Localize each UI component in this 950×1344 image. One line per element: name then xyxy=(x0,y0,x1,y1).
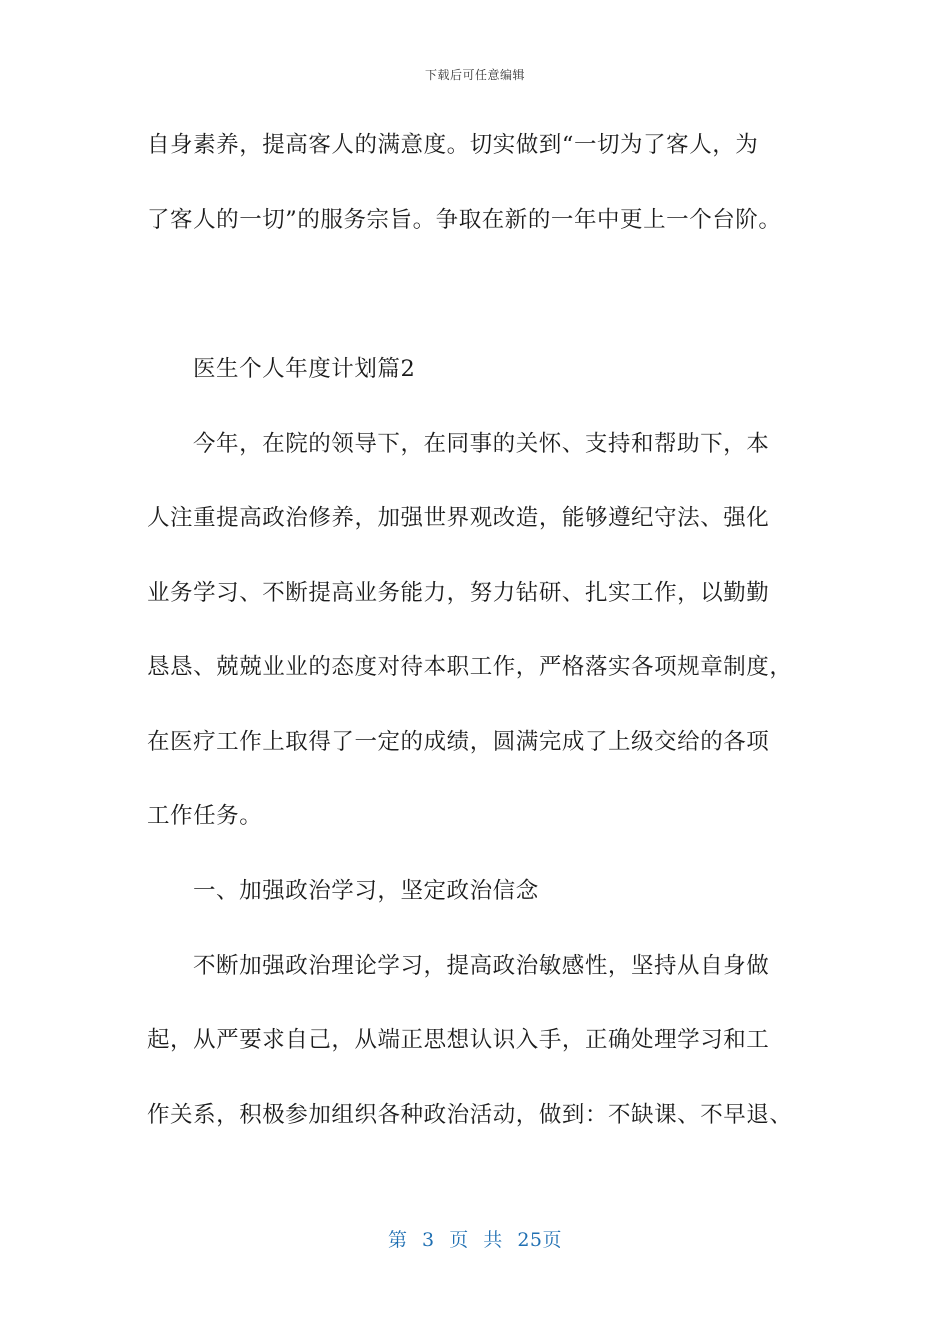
body-line-5: 业务学习、不断提高业务能力，努力钻研、扎实工作，以勤勤 xyxy=(147,580,770,606)
body-line-10: 起，从严要求自己，从端正思想认识入手，正确处理学习和工 xyxy=(147,1027,770,1053)
body-line-4: 人注重提高政治修养，加强世界观改造，能够遵纪守法、强化 xyxy=(147,505,770,531)
body-line-11: 作关系，积极参加组织各种政治活动，做到：不缺课、不早退、 xyxy=(147,1102,793,1128)
body-line-3: 今年，在院的领导下，在同事的关怀、支持和帮助下，本 xyxy=(193,431,770,457)
subsection-title: 一、加强政治学习，坚定政治信念 xyxy=(193,878,539,904)
page-footer xyxy=(0,1225,950,1252)
body-line-2: 了客人的一切”的服务宗旨。争取在新的一年中更上一个台阶。 xyxy=(147,207,782,233)
section-title: 医生个人年度计划篇2 xyxy=(193,356,416,382)
body-line-6: 恳恳、兢兢业业的态度对待本职工作，严格落实各项规章制度， xyxy=(147,654,793,680)
page-header: 下载后可任意编辑 xyxy=(424,68,525,82)
footer-label-total: 共 xyxy=(483,1229,503,1251)
body-line-9: 不断加强政治理论学习，提高政治敏感性，坚持从自身做 xyxy=(193,953,770,979)
body-line-8: 工作任务。 xyxy=(147,803,263,829)
footer-label-page: 第 xyxy=(387,1229,408,1251)
footer-current-page: 3 xyxy=(422,1229,435,1251)
footer-label-of: 页 xyxy=(449,1229,469,1251)
body-line-7: 在医疗工作上取得了一定的成绩，圆满完成了上级交给的各项 xyxy=(147,729,770,755)
body-line-1: 自身素养，提高客人的满意度。切实做到“一切为了客人，为 xyxy=(147,132,759,158)
footer-total-pages: 25页 xyxy=(517,1229,562,1251)
